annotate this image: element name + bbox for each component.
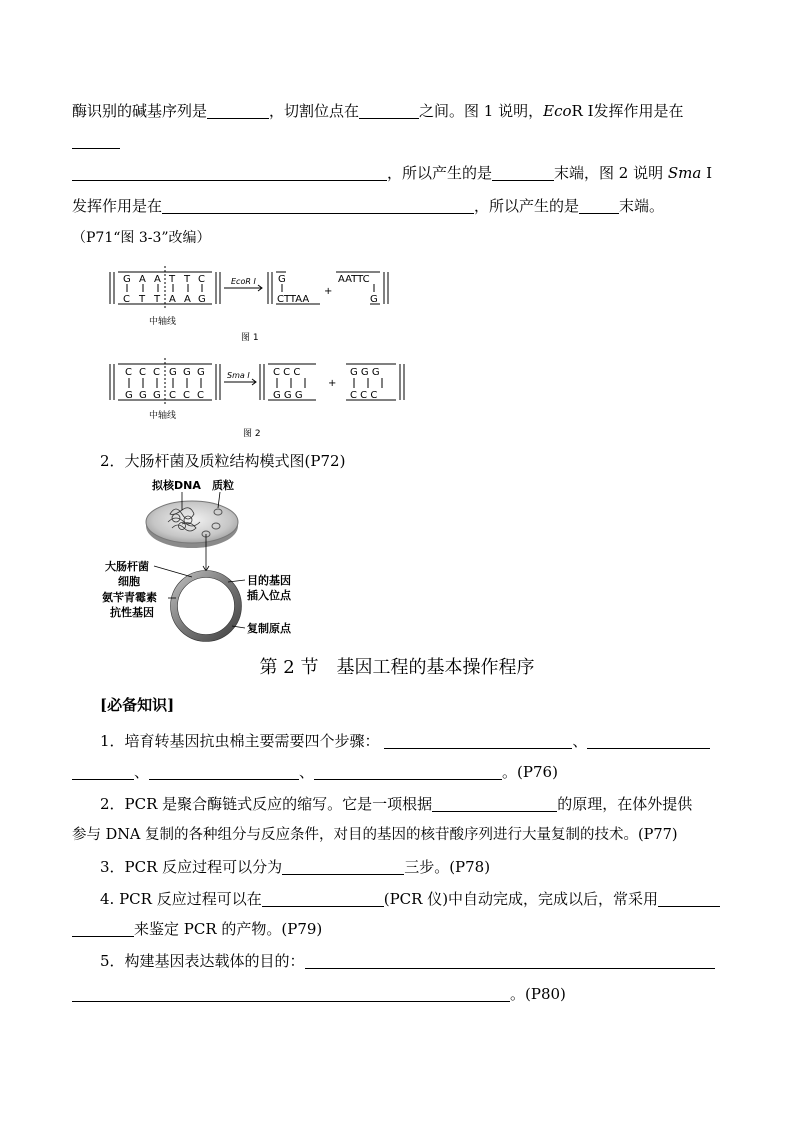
fig2-top-base: G bbox=[197, 367, 205, 378]
fig1-top-base: G bbox=[123, 274, 131, 285]
answer-blank[interactable] bbox=[262, 890, 384, 907]
paragraph-line-2 bbox=[72, 130, 724, 152]
fig1-top-base: T bbox=[169, 274, 176, 285]
answer-blank[interactable] bbox=[149, 763, 299, 780]
fig1-bottom-base: A bbox=[184, 294, 191, 305]
fig2-top-base: C bbox=[153, 367, 160, 378]
label-ecoli-2: 细胞 bbox=[118, 575, 140, 588]
answer-blank[interactable] bbox=[72, 763, 134, 780]
fig1-bottom-base: T bbox=[154, 294, 161, 305]
fig1-bottom-base: G bbox=[198, 294, 206, 305]
item-1-line-1: 1．培育转基因抗虫棉主要需要四个步骤： 、 bbox=[100, 730, 724, 752]
label-ecoli-1: 大肠杆菌 bbox=[105, 560, 149, 573]
fig2-top-base: C bbox=[125, 367, 132, 378]
fig2-enzyme-label: Sma Ⅰ bbox=[227, 371, 250, 380]
fig2-top-base: C bbox=[139, 367, 146, 378]
answer-blank[interactable] bbox=[587, 732, 710, 749]
answer-blank[interactable] bbox=[432, 795, 557, 812]
fig1-product-right-top: AATTC bbox=[338, 274, 370, 285]
item-3: 3．PCR 反应过程可以分为 三步。(P78) bbox=[100, 858, 491, 876]
label-amp-gene-2: 抗性基因 bbox=[110, 606, 154, 619]
fig1-product-left-top: G bbox=[278, 274, 286, 285]
answer-blank[interactable] bbox=[658, 890, 720, 907]
fig2-product-left-top: C C C bbox=[273, 367, 301, 378]
fig2-plus: + bbox=[328, 378, 337, 389]
fig1-plus: + bbox=[324, 286, 333, 297]
fig1-top-base: T bbox=[184, 274, 191, 285]
item-4-line-2: 来鉴定 PCR 的产物。(P79) bbox=[72, 918, 724, 940]
fig2-bottom-base: G bbox=[153, 390, 161, 401]
item-2-line-2: 参与 DNA 复制的各种组分与反应条件，对目的基因的核苷酸序列进行大量复制的技术。(P77) bbox=[72, 827, 678, 843]
label-amp-gene-1: 氨苄青霉素 bbox=[102, 591, 157, 604]
answer-blank[interactable] bbox=[314, 763, 502, 780]
fig1-top-base: A bbox=[154, 274, 161, 285]
answer-blank[interactable] bbox=[384, 732, 572, 749]
knowledge-tag: [必备知识] bbox=[100, 696, 175, 714]
fig1-product-left-bottom: CTTAA bbox=[277, 294, 310, 305]
answer-blank[interactable] bbox=[282, 858, 404, 875]
answer-blank[interactable] bbox=[162, 197, 474, 214]
paragraph-line-4: 发挥作用是在 ，所以产生的是 末端。 bbox=[72, 197, 665, 215]
answer-blank[interactable] bbox=[207, 102, 269, 119]
fig2-bottom-base: C bbox=[183, 390, 190, 401]
fig2-bottom-base: C bbox=[197, 390, 204, 401]
figure-3-ecoli-plasmid bbox=[100, 474, 330, 646]
figure-1-ecori bbox=[100, 262, 420, 344]
answer-blank[interactable] bbox=[72, 132, 120, 149]
answer-blank[interactable] bbox=[72, 985, 510, 1002]
figure-heading: 2．大肠杆菌及质粒结构模式图(P72) bbox=[100, 452, 346, 470]
fig2-top-base: G bbox=[169, 367, 177, 378]
answer-blank[interactable] bbox=[492, 164, 554, 181]
fig1-bottom-base: C bbox=[123, 294, 130, 305]
item-4-line-1: 4. PCR 反应过程可以在 (PCR 仪)中自动完成，完成以后，常采用 bbox=[100, 888, 724, 910]
fig1-enzyme-label: EcoR Ⅰ bbox=[231, 277, 256, 286]
item-5-line-2: 。(P80) bbox=[72, 983, 724, 1005]
fig2-bottom-base: G bbox=[139, 390, 147, 401]
paragraph-line-3: ，所以产生的是 末端，图 2 说明 Sma Ⅰ bbox=[72, 162, 724, 184]
fig2-caption: 图 2 bbox=[243, 429, 261, 439]
fig2-product-right-top: G G G bbox=[350, 367, 380, 378]
fig1-caption: 图 1 bbox=[241, 333, 259, 343]
answer-blank[interactable] bbox=[72, 164, 387, 181]
item-1-line-2: 、 、 。(P76) bbox=[72, 761, 724, 783]
answer-blank[interactable] bbox=[359, 102, 419, 119]
item-2-line-1: 2．PCR 是聚合酶链式反应的缩写。它是一项根据 的原理，在体外提供 bbox=[100, 795, 693, 813]
paragraph-line-1: 酶识别的碱基序列是 ，切割位点在 之间。图 1 说明，EcoR Ⅰ发挥作用是在 bbox=[72, 102, 684, 120]
figure-2-smai bbox=[100, 356, 420, 440]
label-ori: 复制原点 bbox=[247, 622, 291, 635]
label-plasmid: 质粒 bbox=[212, 479, 234, 492]
fig2-axis-label: 中轴线 bbox=[149, 411, 177, 421]
fig1-bottom-base: T bbox=[139, 294, 146, 305]
fig2-bottom-base: C bbox=[169, 390, 176, 401]
fig2-product-left-bottom: G G G bbox=[273, 390, 303, 401]
answer-blank[interactable] bbox=[305, 952, 715, 969]
label-target-site-2: 插入位点 bbox=[247, 589, 291, 602]
fig2-top-base: G bbox=[183, 367, 191, 378]
answer-blank[interactable] bbox=[72, 920, 134, 937]
fig1-top-base: C bbox=[198, 274, 205, 285]
fig2-product-right-bottom: C C C bbox=[350, 390, 378, 401]
fig2-bottom-base: G bbox=[125, 390, 133, 401]
label-target-site-1: 目的基因 bbox=[247, 574, 291, 587]
fig1-product-right-bottom: G bbox=[370, 294, 378, 305]
section-title: 第 2 节 基因工程的基本操作程序 bbox=[259, 657, 535, 678]
paragraph-line-5: （P71“图 3-3”改编） bbox=[72, 230, 211, 246]
fig1-bottom-base: A bbox=[169, 294, 176, 305]
fig1-axis-label: 中轴线 bbox=[149, 317, 177, 327]
answer-blank[interactable] bbox=[579, 197, 619, 214]
label-nucleoid-dna: 拟核DNA bbox=[152, 479, 201, 492]
fig1-top-base: A bbox=[139, 274, 146, 285]
item-5-line-1: 5．构建基因表达载体的目的： bbox=[100, 950, 724, 972]
